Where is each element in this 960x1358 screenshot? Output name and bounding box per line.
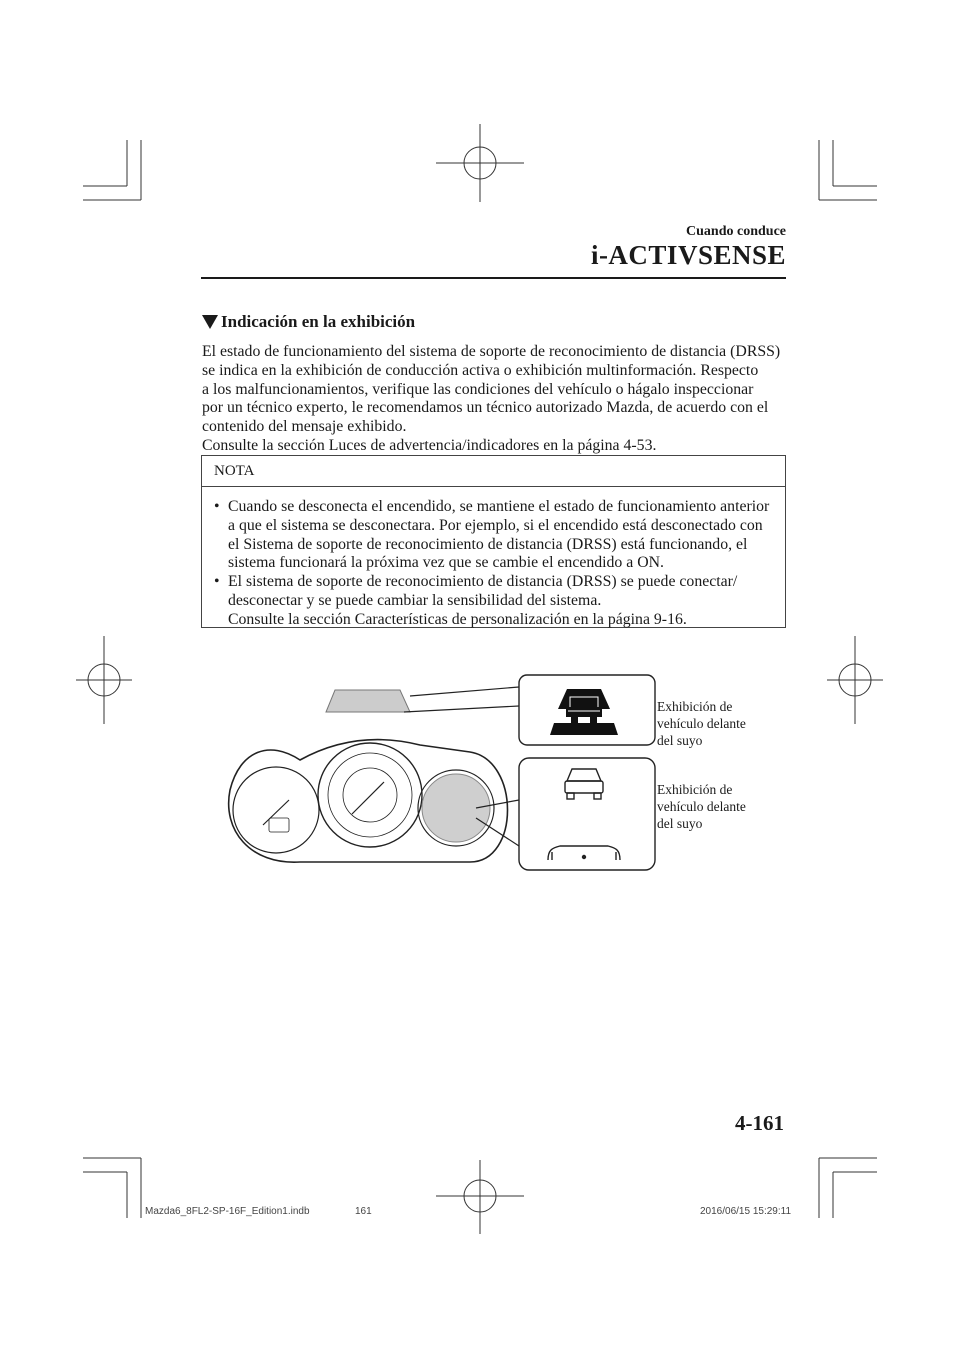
multi-information-display-box [519, 758, 655, 870]
callout-line: vehículo delante [657, 716, 746, 731]
body-line: Consulte la sección Luces de advertencia/indicadores en la página 4-53. [202, 436, 657, 454]
footer-timestamp: 2016/06/15 15:29:11 [700, 1206, 792, 1217]
callout-line: vehículo delante [657, 799, 746, 814]
note-line: Consulte la sección Características de personalización en la página 9-16. [228, 610, 687, 628]
instrument-cluster [229, 690, 508, 862]
note-line: sistema funcionará la próxima vez que se cambie el encendido a ON. [228, 554, 664, 572]
subsection-heading-text: Indicación en la exhibición [221, 312, 416, 331]
body-line: El estado de funcionamiento del sistema de soporte de reconocimiento de distancia (DRSS) [202, 343, 781, 360]
note-item [214, 573, 785, 629]
bullet-icon: • [214, 573, 220, 591]
callout-label-bottom [657, 781, 746, 832]
callout-line: Exhibición de [657, 699, 733, 714]
callout-line: del suyo [657, 733, 703, 748]
body-line: contenido del mensaje exhibido. [202, 418, 407, 436]
body-line: a los malfuncionamientos, verifique las condiciones del vehículo o hágalo inspeccionar [202, 380, 754, 398]
section-title: i-ACTIVSENSE [590, 240, 786, 270]
triangle-marker-icon [202, 315, 218, 329]
footer-file: Mazda6_8FL2-SP-16F_Edition1.indb [145, 1206, 310, 1217]
note-title: NOTA [202, 456, 785, 487]
footer-page: 161 [355, 1206, 372, 1217]
note-line: Cuando se desconecta el encendido, se mantiene el estado de funcionamiento anterior [228, 498, 770, 515]
bullet-icon: • [214, 498, 220, 515]
note-line: a que el sistema se desconectara. Por ejemplo, si el encendido está desconectado con [228, 516, 763, 534]
header-rule [201, 277, 786, 279]
note-line: el Sistema de soporte de reconocimiento de distancia (DRSS) está funcionando, el [228, 535, 748, 553]
subsection-heading [202, 312, 415, 332]
body-line: se indica en la exhibición de conducción activa o exhibición multinformación. Respecto [202, 361, 759, 379]
body-paragraph [202, 343, 792, 456]
note-box [201, 455, 786, 628]
note-line: desconectar y se puede cambiar la sensibilidad del sistema. [228, 591, 602, 609]
callout-line: del suyo [657, 816, 703, 831]
callout-label-top [657, 698, 746, 749]
callout-line: Exhibición de [657, 782, 733, 797]
body-line: por un técnico experto, le recomendamos un técnico autorizado Mazda, de acuerdo con el [202, 399, 769, 417]
chapter-title: Cuando conduce [686, 224, 786, 239]
note-line: El sistema de soporte de reconocimiento de distancia (DRSS) se puede conectar/ [228, 573, 738, 591]
note-item [214, 498, 785, 573]
page-number: 4-161 [735, 1111, 784, 1135]
